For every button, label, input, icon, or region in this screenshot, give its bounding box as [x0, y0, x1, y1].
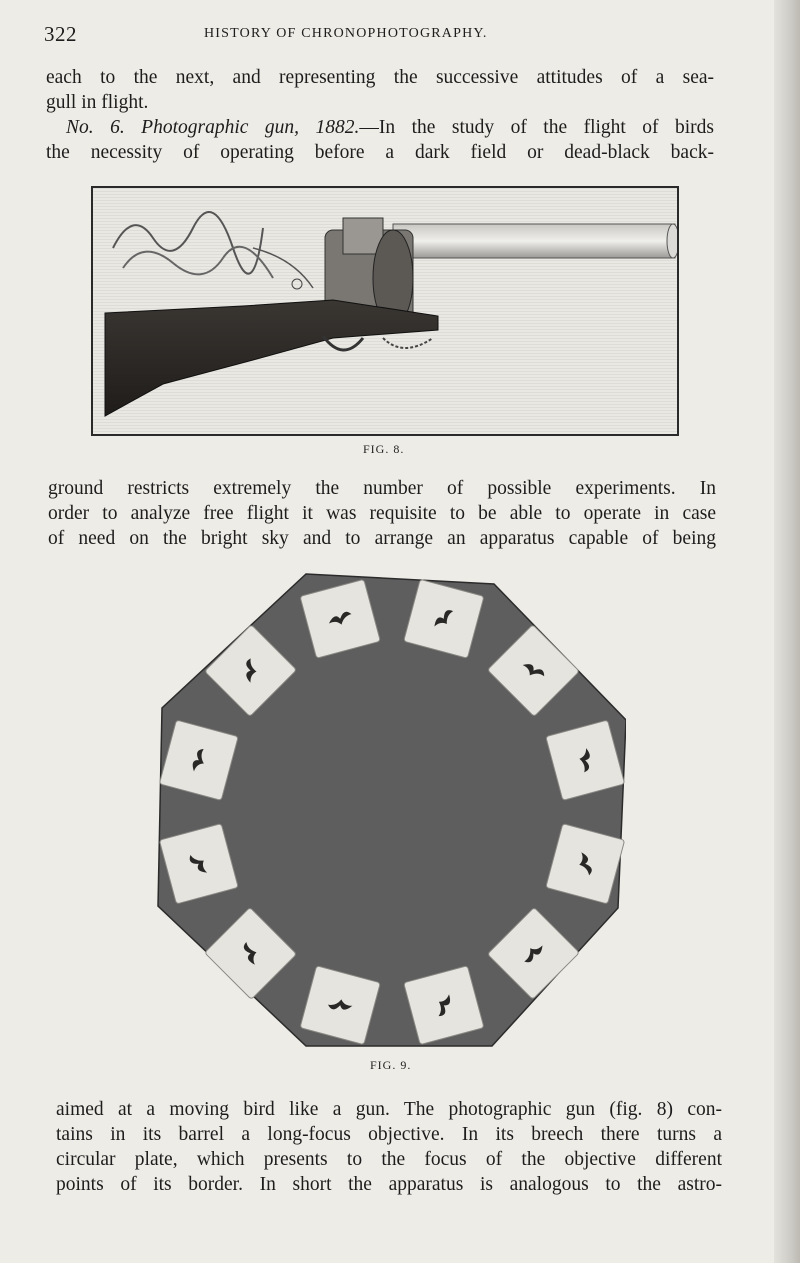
text-line: ground restricts extremely the number of possible experiments. In [48, 478, 716, 499]
page-header [44, 22, 724, 48]
text-fragment: —In the study of the flight of birds [359, 117, 714, 138]
paragraph-continuation [46, 65, 714, 115]
paragraph-photographic-gun [46, 115, 714, 165]
figure-9-caption: FIG. 9. [370, 1058, 412, 1072]
paragraph-gun-description [56, 1097, 722, 1197]
paragraph-free-flight [48, 476, 716, 551]
running-head: HISTORY OF CHRONOPHOTOGRAPHY. [204, 26, 488, 41]
text-line: aimed at a moving bird like a gun. The photographic gun (fig. 8) con- [56, 1099, 722, 1120]
figure-9-plate-illustration [156, 572, 626, 1052]
figure-8-caption: FIG. 8. [363, 442, 405, 456]
octagonal-plate-drawing [156, 572, 626, 1052]
text-line: circular plate, which presents to the focus of the objective different [56, 1149, 722, 1170]
text-line: each to the next, and representing the successive attitudes of a sea- [46, 67, 714, 88]
section-label: No. 6. Photographic gun, 1882. [66, 117, 360, 138]
text-line: of need on the bright sky and to arrange an apparatus capable of being [48, 528, 716, 549]
figure-8-gun-illustration [91, 186, 679, 436]
page-number: 322 [44, 22, 77, 46]
photographic-gun-drawing [93, 188, 677, 434]
page-edge [774, 0, 800, 1263]
text-line: gull in flight. [46, 92, 149, 113]
text-line: points of its border. In short the apparatus is analogous to the astro- [56, 1174, 722, 1195]
text-line: tains in its barrel a long-focus objective. In its breech there turns a [56, 1124, 722, 1145]
text-line [46, 115, 714, 140]
text-line: the necessity of operating before a dark field or dead-black back- [46, 142, 714, 163]
text-line: order to analyze free flight it was requisite to be able to operate in case [48, 503, 716, 524]
